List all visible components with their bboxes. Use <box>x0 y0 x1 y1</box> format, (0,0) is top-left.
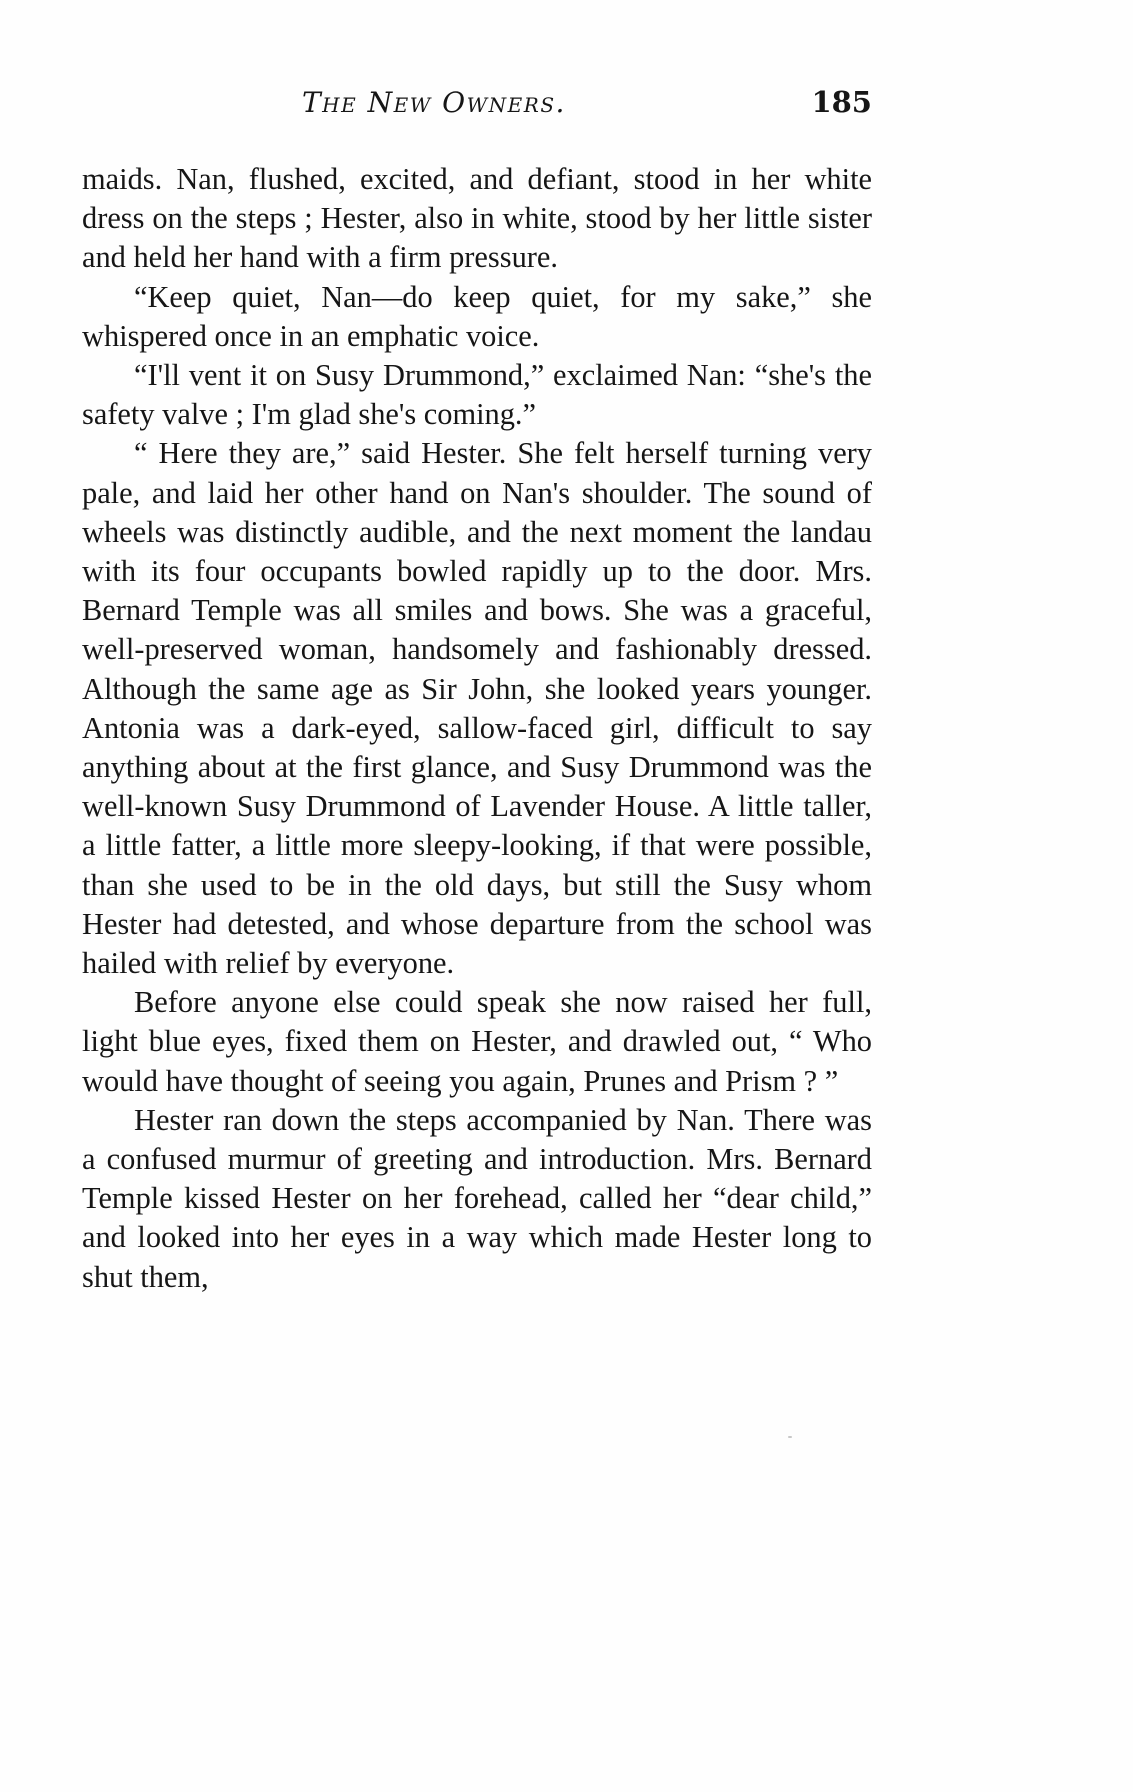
running-title: The New Owners. <box>302 86 566 119</box>
paragraph: Before anyone else could speak she now raised her full, light blue eyes, fixed them on Hester, and drawled out, “ Who would have thought of seeing you again, Prunes and Prism ? ” <box>82 985 872 1098</box>
paragraph: “ Here they are,” said Hester. She felt herself turning very pale, and laid her other hand on Nan's shoulder. The sound of wheels was distinctly audible, and the next moment the landau with its four occupants bowled rapidly up to the door. Mrs. Bernard Temple was all smiles and bows. She was a graceful, well-preserved woman, handsomely and fashionably dressed. Although the same age as Sir John, she looked years younger. Antonia was a dark-eyed, sallow-faced girl, difficult to say anything about at the first glance, and Susy Drummond was the well-known Susy Drummond of Lavender House. A little taller, a little fatter, a little more sleepy-looking, if that were possible, than she used to be in the old days, but still the Susy whom Hester had detested, and whose departure from the school was hailed with relief by everyone. <box>82 436 872 981</box>
running-head <box>82 86 872 134</box>
paper-speck <box>788 1436 792 1438</box>
paragraph: maids. Nan, flushed, excited, and defiant, stood in her white dress on the steps ; Hester, also in white, stood by her little sister and held her hand with a firm pressure. <box>82 162 872 275</box>
body-text <box>82 160 872 1297</box>
paragraph: “Keep quiet, Nan—do keep quiet, for my sake,” she whispered once in an emphatic voice. <box>82 279 872 353</box>
paragraph: Hester ran down the steps accompanied by Nan. There was a confused murmur of greeting and introduction. Mrs. Bernard Temple kissed Hester on her forehead, called her “dear child,” and looked into her eyes in a way which made Hester long to shut them, <box>82 1102 872 1294</box>
page-number: 185 <box>811 85 872 119</box>
paragraph: “I'll vent it on Susy Drummond,” exclaimed Nan: “she's the safety valve ; I'm glad she's coming.” <box>82 358 872 432</box>
